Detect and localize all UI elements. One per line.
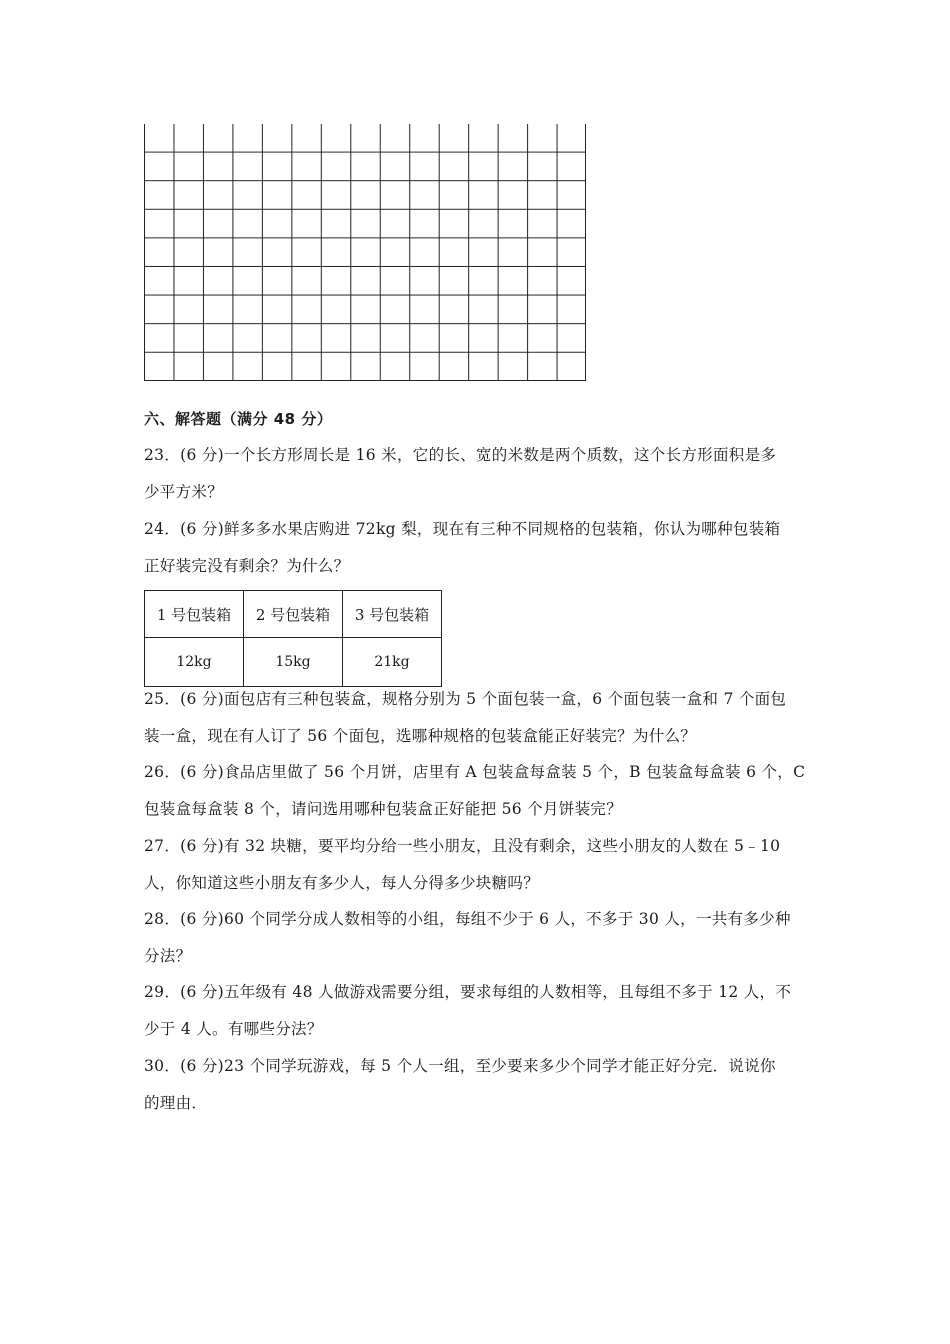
question-26-line-1: 26．(6 分)食品店里做了 56 个月饼，店里有 A 包装盒每盒装 5 个，B 包装盒每盒装 6 个，C [144, 763, 806, 781]
box-table-header: 1 号包装箱 [145, 591, 244, 638]
box-table-header: 2 号包装箱 [244, 591, 343, 638]
question-30-line-1: 30．(6 分)23 个同学玩游戏，每 5 个人一组，至少要来多少个同学才能正好分完．说说你 [144, 1057, 776, 1075]
question-25-line-1: 25．(6 分)面包店有三种包装盒，规格分别为 5 个面包装一盒，6 个面包装一盒和 7 个面包 [144, 690, 787, 708]
question-27-line-1: 27．(6 分)有 32 块糖，要平均分给一些小朋友，且没有剩余，这些小朋友的人数在 5﹣10 [144, 837, 781, 855]
box-table-value-row [145, 638, 442, 687]
question-30 [144, 1048, 812, 1122]
question-26-line-2: 包装盒每盒装 8 个，请问选用哪种包装盒正好能把 56 个月饼装完？ [144, 800, 622, 818]
question-29-line-1: 29．(6 分)五年级有 48 人做游戏需要分组，要求每组的人数相等，且每组不多于 12 人，不 [144, 983, 792, 1001]
question-28-line-2: 分法？ [144, 947, 192, 965]
question-27 [144, 828, 812, 902]
grid-right-border [585, 124, 586, 380]
question-25 [144, 681, 812, 755]
question-26 [144, 754, 812, 828]
question-29-line-2: 少于 4 人。有哪些分法？ [144, 1020, 323, 1038]
box-table-value: 15kg [244, 638, 343, 687]
question-23 [144, 437, 812, 511]
question-24 [144, 511, 812, 585]
question-23-line-1: 23．(6 分)一个长方形周长是 16 米，它的长、宽的米数是两个质数，这个长方形面积是多 [144, 446, 777, 464]
question-24-line-2: 正好装完没有剩余？为什么？ [144, 557, 350, 575]
grid-paper [144, 124, 586, 381]
question-28-line-1: 28．(6 分)60 个同学分成人数相等的小组，每组不少于 6 人，不多于 30 人，一共有多少种 [144, 910, 791, 928]
box-table-header-row [145, 591, 442, 638]
box-table-header: 3 号包装箱 [343, 591, 442, 638]
question-27-line-2: 人，你知道这些小朋友有多少人，每人分得多少块糖吗？ [144, 874, 540, 892]
question-28 [144, 901, 812, 975]
question-30-line-2: 的理由． [144, 1094, 208, 1112]
question-24-line-1: 24．(6 分)鲜多多水果店购进 72kg 梨，现在有三种不同规格的包装箱，你认为哪种包装箱 [144, 520, 781, 538]
box-table-value: 12kg [145, 638, 244, 687]
box-table [144, 590, 442, 687]
section-title: 六、解答题（满分 48 分） [144, 410, 333, 428]
question-23-line-2: 少平方米？ [144, 483, 224, 501]
question-29 [144, 974, 812, 1048]
box-table-value: 21kg [343, 638, 442, 687]
question-25-line-2: 装一盒，现在有人订了 56 个面包，选哪种规格的包装盒能正好装完？为什么？ [144, 727, 697, 745]
